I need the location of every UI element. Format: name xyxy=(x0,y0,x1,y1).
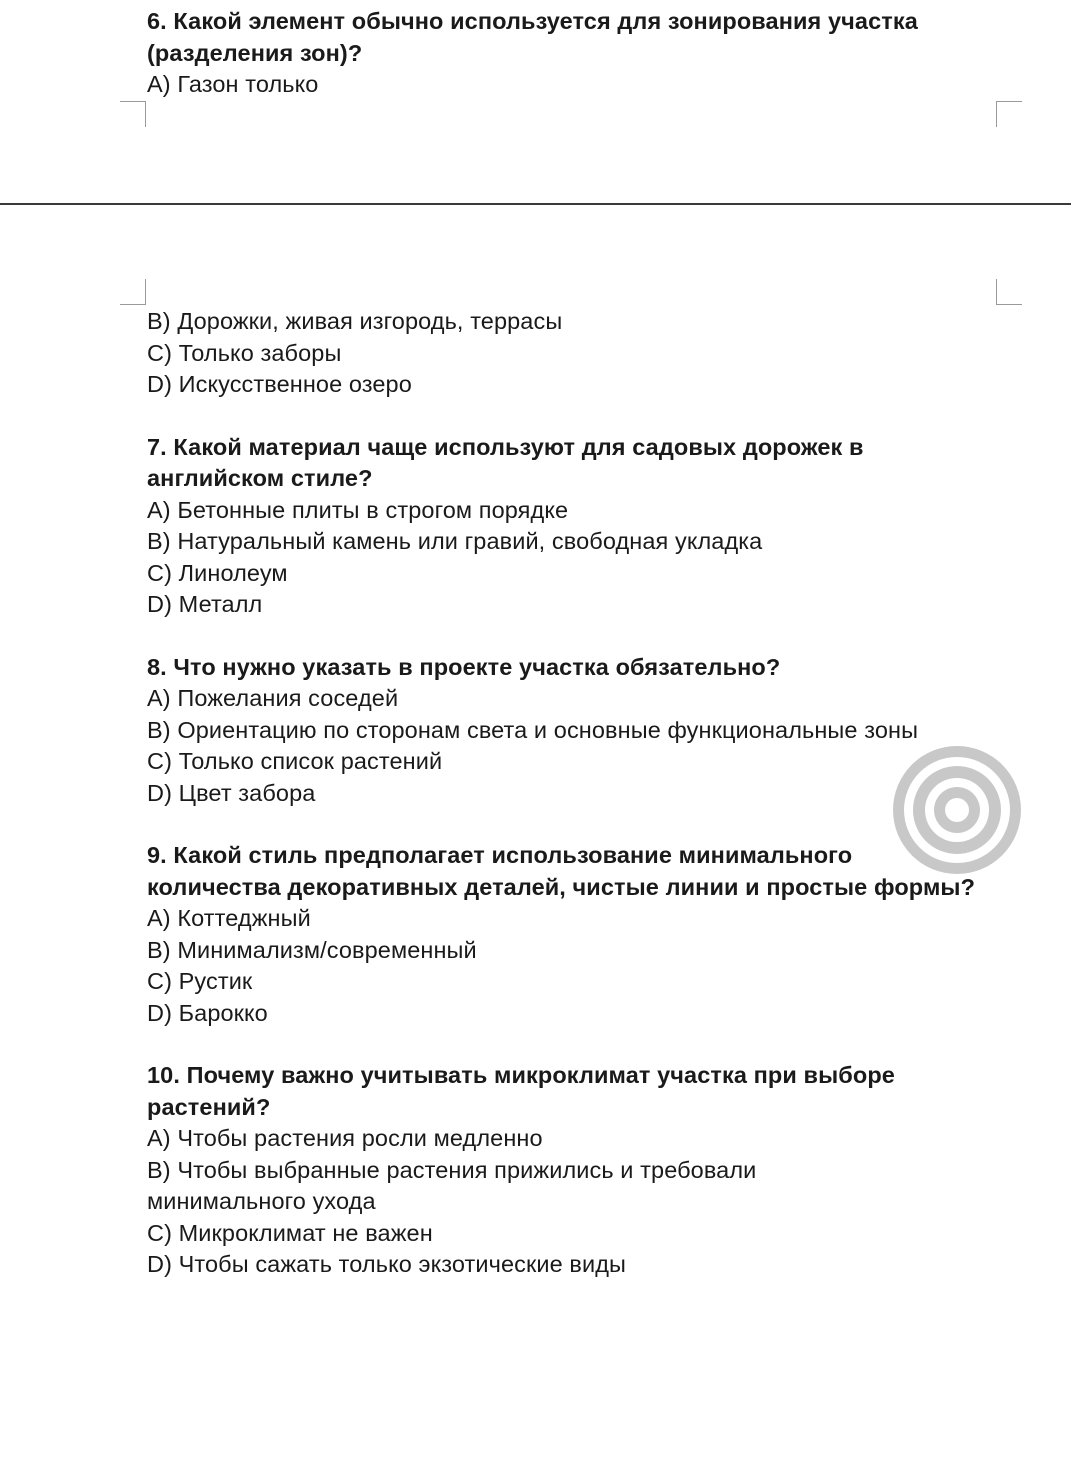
question-7-title-line-1: 7. Какой материал чаще используют для садовых дорожек в xyxy=(147,433,864,460)
question-6-title-line-2: (разделения зон)? xyxy=(147,39,363,66)
question-8-option-c: C) Только список растений xyxy=(147,748,443,774)
margin-corner-mark xyxy=(996,279,1022,305)
question-7-option-c: C) Линолеум xyxy=(147,559,288,586)
document-page-top xyxy=(0,0,1071,204)
question-10 xyxy=(147,1060,1027,1281)
question-10-option-c: C) Микроклимат не важен xyxy=(147,1219,433,1246)
question-10-option-d: D) Чтобы сажать только экзотические виды xyxy=(147,1251,626,1277)
margin-corner-mark xyxy=(120,101,146,127)
question-10-title-line-1: 10. Почему важно учитывать микроклимат участка при выборе xyxy=(147,1062,895,1088)
question-10-option-b-line-1: B) Чтобы выбранные растения прижились и требовали xyxy=(147,1156,757,1183)
question-6 xyxy=(147,6,1027,101)
margin-corner-mark xyxy=(996,101,1022,127)
question-7-option-a: A) Бетонные плиты в строгом порядке xyxy=(147,496,569,523)
question-8-option-a: A) Пожелания соседей xyxy=(147,685,399,711)
question-6-option-c: C) Только заборы xyxy=(147,339,342,366)
question-7 xyxy=(147,432,1027,621)
target-icon xyxy=(893,746,1021,874)
question-10-option-a: A) Чтобы растения росли медленно xyxy=(147,1125,543,1151)
question-6-continued xyxy=(147,306,1027,401)
question-9-title-line-2: количества декоративных деталей, чистые линии и простые формы? xyxy=(147,873,976,900)
question-9-option-c: C) Рустик xyxy=(147,968,253,994)
question-7-option-b: B) Натуральный камень или гравий, свободная укладка xyxy=(147,528,763,554)
question-9-option-a: A) Коттеджный xyxy=(147,905,311,931)
question-6-option-b: B) Дорожки, живая изгородь, террасы xyxy=(147,308,563,334)
question-6-option-d: D) Искусственное озеро xyxy=(147,371,412,397)
question-8-option-d: D) Цвет забора xyxy=(147,779,316,806)
question-8-option-b: B) Ориентацию по сторонам света и основные функциональные зоны xyxy=(147,716,919,743)
question-8-title-line-1: 8. Что нужно указать в проекте участка обязательно? xyxy=(147,653,781,680)
question-9-option-d: D) Барокко xyxy=(147,999,268,1026)
margin-corner-mark xyxy=(120,279,146,305)
question-6-option-a: A) Газон только xyxy=(147,71,319,97)
question-9-title-line-1: 9. Какой стиль предполагает использование минимального xyxy=(147,842,853,868)
question-6-title-line-1: 6. Какой элемент обычно используется для зонирования участка xyxy=(147,8,918,34)
question-7-title-line-2: английском стиле? xyxy=(147,465,373,491)
question-9-option-b: B) Минимализм/современный xyxy=(147,936,477,963)
question-7-option-d: D) Металл xyxy=(147,591,263,617)
page-top-content xyxy=(147,6,1027,101)
floating-action-button[interactable] xyxy=(893,746,1021,874)
question-10-option-b-line-2: минимального ухода xyxy=(147,1188,376,1214)
question-10-title-line-2: растений? xyxy=(147,1093,271,1120)
